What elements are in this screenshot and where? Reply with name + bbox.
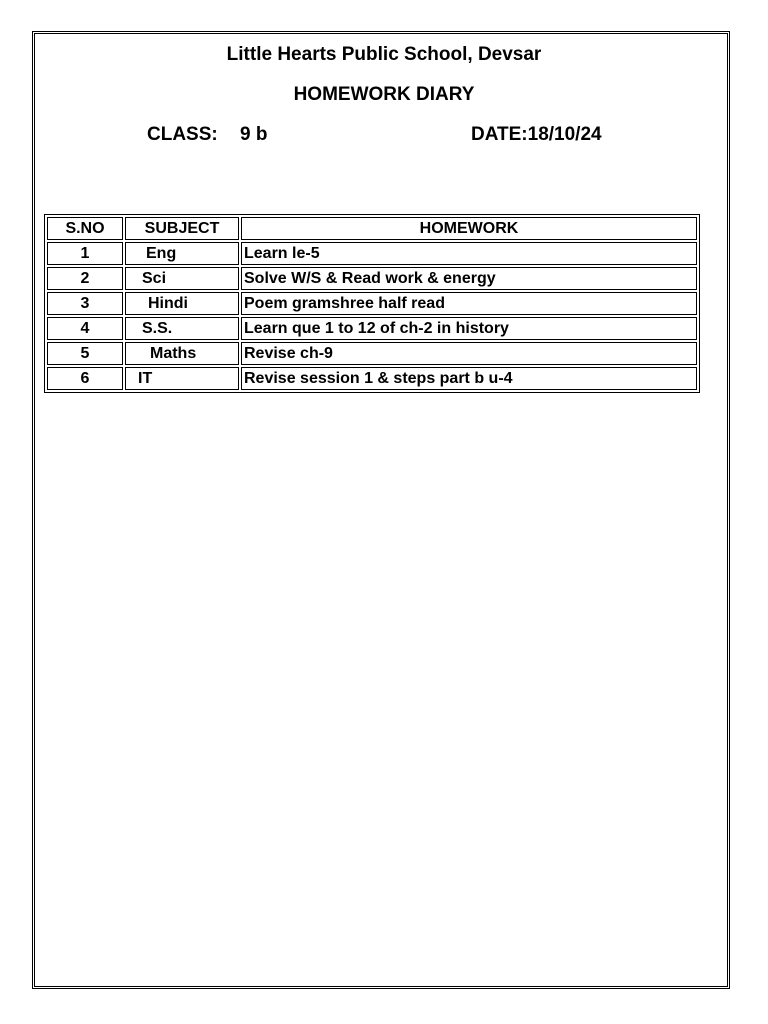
- class-value: 9 b: [240, 124, 268, 145]
- column-header-homework: HOMEWORK: [241, 217, 697, 240]
- row-homework: Learn le-5: [241, 242, 697, 265]
- table-header-row: [47, 217, 697, 240]
- table-row: [47, 367, 697, 390]
- table-row: [47, 317, 697, 340]
- row-sno: 5: [47, 342, 123, 365]
- table-row: [47, 292, 697, 315]
- school-name: Little Hearts Public School, Devsar: [226, 44, 542, 65]
- row-homework: Revise session 1 & steps part b u-4: [241, 367, 697, 390]
- row-subject: IT: [125, 367, 239, 390]
- table-row: [47, 242, 697, 265]
- row-subject: Maths: [125, 342, 239, 365]
- row-sno: 2: [47, 267, 123, 290]
- row-homework: Revise ch-9: [241, 342, 697, 365]
- date-text: DATE:18/10/24: [471, 124, 602, 145]
- row-sno: 1: [47, 242, 123, 265]
- table-row: [47, 342, 697, 365]
- diary-title: HOMEWORK DIARY: [293, 84, 475, 105]
- class-label: CLASS:: [147, 124, 218, 145]
- column-header-sno: S.NO: [47, 217, 123, 240]
- table-row: [47, 267, 697, 290]
- row-subject: S.S.: [125, 317, 239, 340]
- row-homework: Learn que 1 to 12 of ch-2 in history: [241, 317, 697, 340]
- row-sno: 3: [47, 292, 123, 315]
- row-subject: Sci: [125, 267, 239, 290]
- row-subject: Hindi: [125, 292, 239, 315]
- page-border: [32, 31, 730, 989]
- row-sno: 4: [47, 317, 123, 340]
- column-header-subject: SUBJECT: [125, 217, 239, 240]
- homework-table: [44, 214, 700, 393]
- row-homework: Solve W/S & Read work & energy: [241, 267, 697, 290]
- row-sno: 6: [47, 367, 123, 390]
- row-subject: Eng: [125, 242, 239, 265]
- row-homework: Poem gramshree half read: [241, 292, 697, 315]
